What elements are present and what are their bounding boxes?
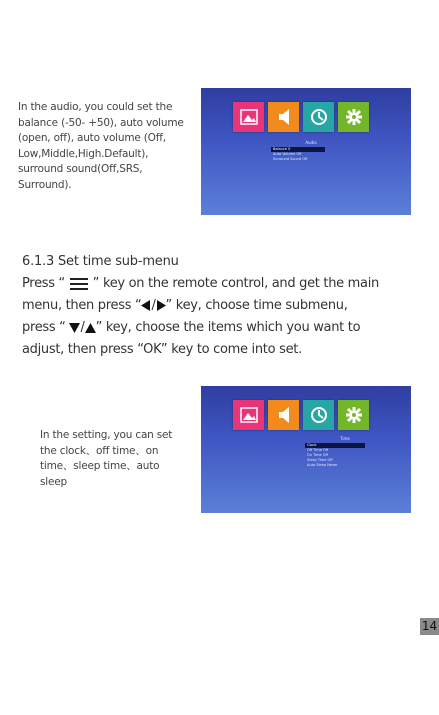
audio-menu-screenshot xyxy=(201,88,411,215)
line1-post: ” key on the remote control, and get the main xyxy=(92,276,379,291)
line3-post: ” key, choose the items which you want to xyxy=(95,320,361,335)
section-heading: 6.1.3 Set time sub-menu xyxy=(22,254,179,269)
up-arrow-icon xyxy=(85,323,96,333)
menu-tiles xyxy=(233,400,369,430)
speaker-icon xyxy=(277,406,291,424)
menu-tiles xyxy=(233,102,369,132)
menu-row: Sleep Time Off xyxy=(307,458,333,462)
down-arrow-icon xyxy=(69,323,80,333)
time-tile xyxy=(303,400,334,430)
page-number: 14 xyxy=(421,619,438,633)
instruction-line-2 xyxy=(22,298,422,313)
menu-row: Auto Volume Off xyxy=(273,152,302,156)
audio-tile xyxy=(268,400,299,430)
gear-icon xyxy=(345,108,363,126)
audio-menu-title: Audio xyxy=(305,140,317,145)
slash: / xyxy=(151,298,156,313)
instruction-line-1 xyxy=(22,276,422,291)
line2-post: ” key, choose time submenu, xyxy=(165,298,348,313)
menu-row: On Time Off xyxy=(307,453,328,457)
picture-tile xyxy=(233,400,264,430)
time-menu-screenshot xyxy=(201,386,411,513)
line1-pre: Press “ xyxy=(22,276,65,291)
picture-tile xyxy=(233,102,264,132)
line2-pre: menu, then press “ xyxy=(22,298,142,313)
menu-row: Off Time Off xyxy=(307,448,329,452)
menu-row: Clock xyxy=(305,443,365,448)
speaker-icon xyxy=(277,108,291,126)
instruction-line-4: adjust, then press “OK” key to come into set. xyxy=(22,342,302,357)
left-arrow-icon xyxy=(141,300,151,311)
menu-row: Auto Sleep Never xyxy=(307,463,338,467)
menu-row: Surround Sound Off xyxy=(273,157,308,161)
audio-tile xyxy=(268,102,299,132)
menu-row: Balance 0 xyxy=(271,147,325,152)
audio-caption: In the audio, you could set the balance (-50- +50), auto volume (open, off), auto volume (Off, Low,Middle,High.Default), surround sound(Off,SRS, Surround). xyxy=(18,101,184,191)
slash: / xyxy=(80,320,85,335)
line3-pre: press “ xyxy=(22,320,66,335)
time-tile xyxy=(303,102,334,132)
setup-tile xyxy=(338,102,369,132)
audio-menu xyxy=(271,140,351,162)
picture-icon xyxy=(240,109,258,125)
time-caption: In the setting, you can set the clock、off time、on time、sleep time、auto sleep xyxy=(40,429,173,488)
time-menu-title: Time xyxy=(340,436,350,441)
clock-icon xyxy=(310,108,328,126)
picture-icon xyxy=(240,407,258,423)
menu-icon xyxy=(69,278,89,290)
right-arrow-icon xyxy=(156,300,166,311)
setup-tile xyxy=(338,400,369,430)
clock-icon xyxy=(310,406,328,424)
gear-icon xyxy=(345,406,363,424)
time-menu xyxy=(305,436,385,468)
instruction-line-3 xyxy=(22,320,422,335)
